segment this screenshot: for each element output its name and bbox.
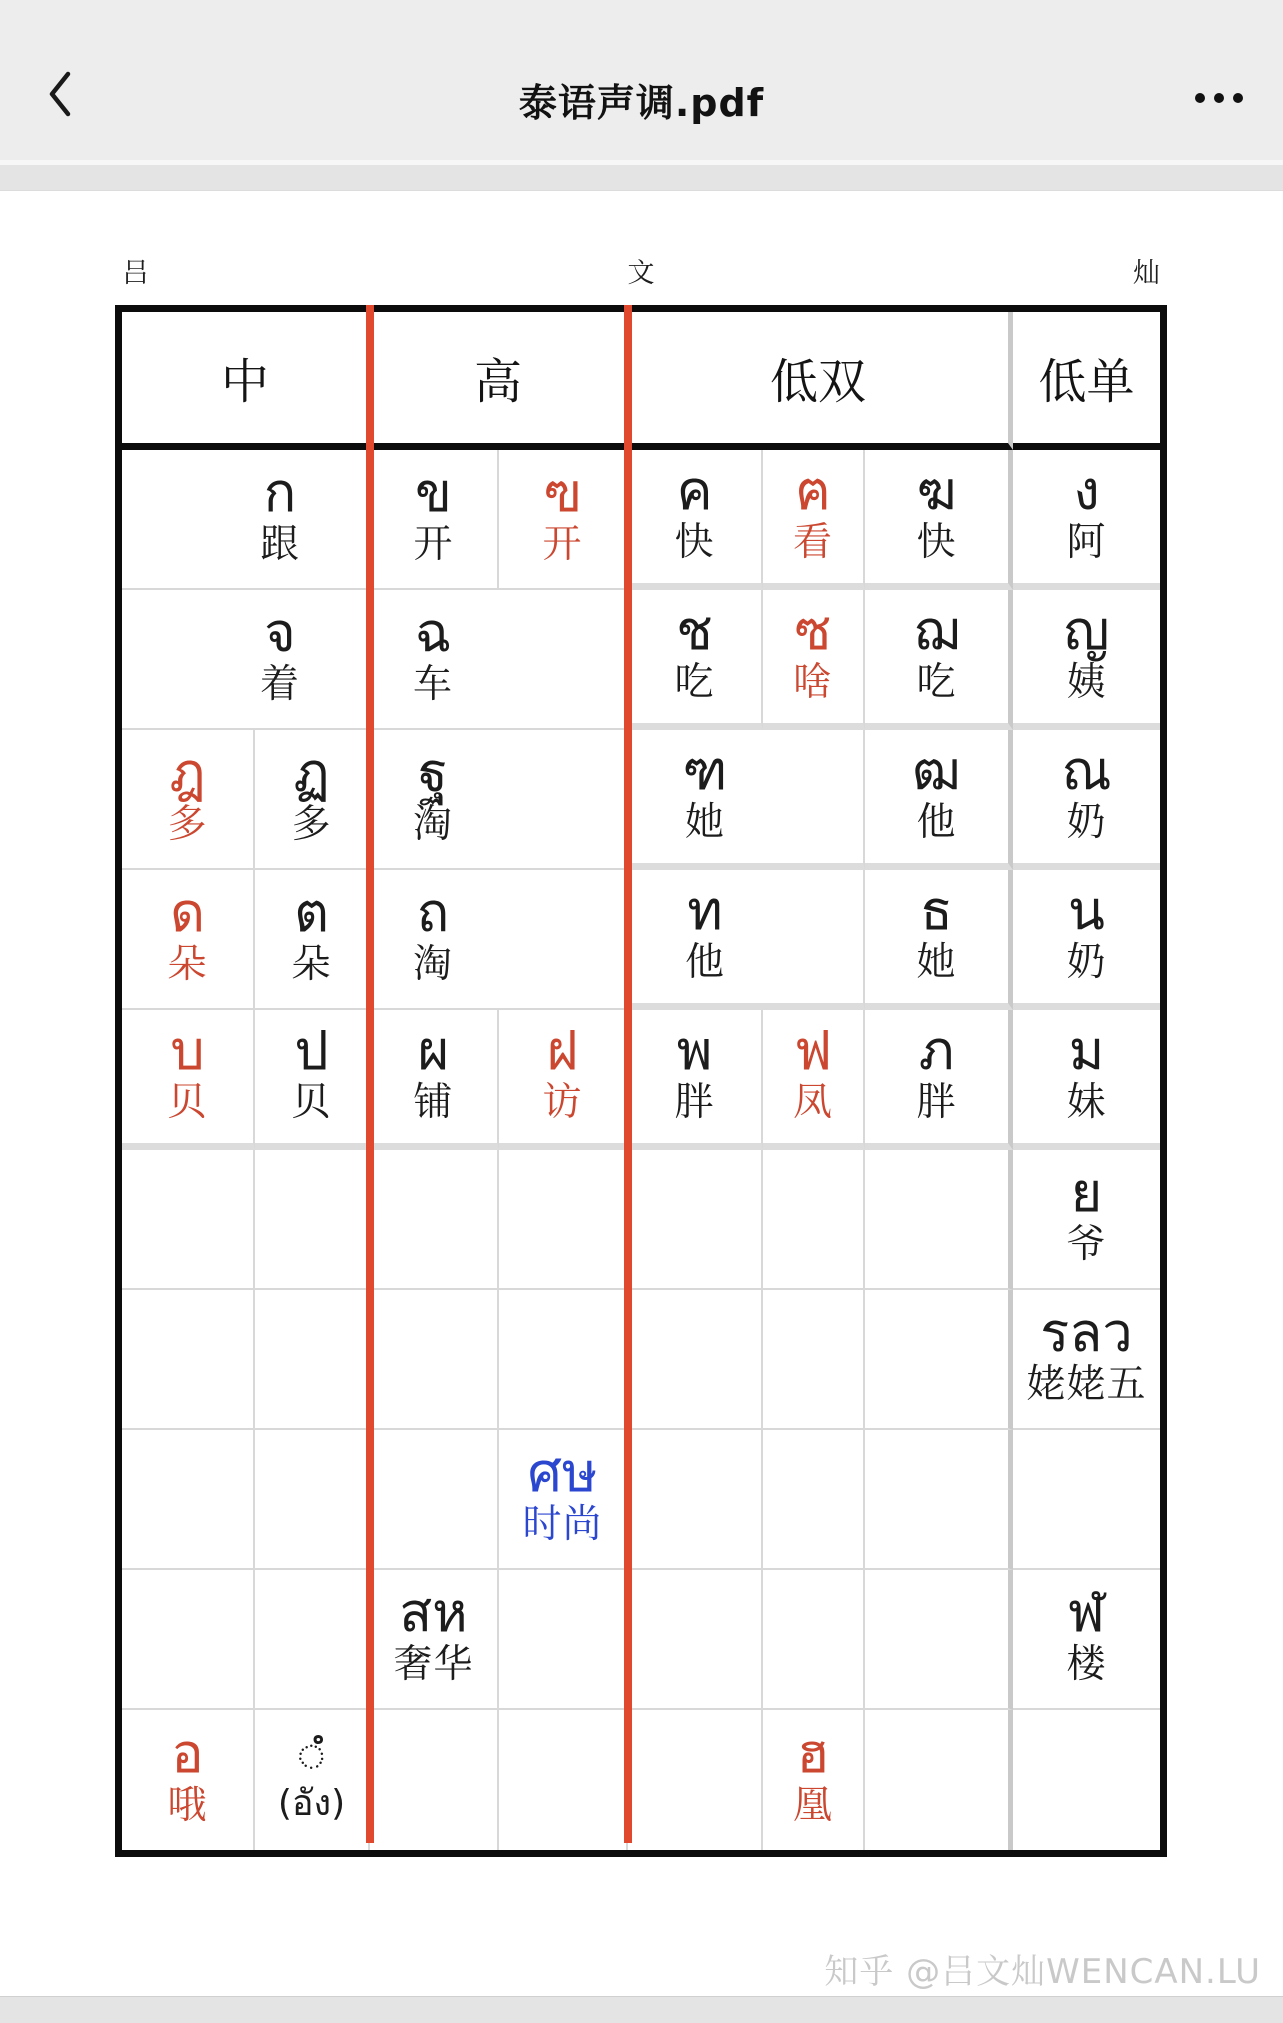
table-cell xyxy=(255,730,370,870)
table-cell xyxy=(1013,1010,1160,1150)
thai-letter: ข xyxy=(415,461,452,524)
chinese-word: 开 xyxy=(542,522,583,567)
chinese-word: 啥 xyxy=(792,659,833,705)
table-cell-empty xyxy=(255,1430,370,1570)
table-header-cell: 高 xyxy=(370,312,628,450)
app-bar xyxy=(0,0,1283,160)
table-cell xyxy=(122,1010,255,1150)
table-cell xyxy=(255,1710,370,1850)
chinese-word: 车 xyxy=(412,662,453,707)
table-cell xyxy=(763,590,865,730)
table-cell xyxy=(370,730,628,870)
thai-letter: ฉ xyxy=(414,601,452,664)
table-cell-empty xyxy=(865,1150,1013,1290)
thai-letter: ฟ xyxy=(793,1018,833,1082)
table-cell xyxy=(628,590,763,730)
table-cell-empty xyxy=(628,1710,763,1850)
table-cell xyxy=(499,450,628,590)
chinese-word: (อัง) xyxy=(277,1783,346,1824)
chinese-word: 贝 xyxy=(291,1079,332,1125)
chinese-word: 姨 xyxy=(1066,659,1107,705)
table-cell xyxy=(628,870,865,1010)
table-cell xyxy=(370,590,628,730)
chinese-word: 淘 xyxy=(412,802,453,847)
ellipsis-icon xyxy=(1233,93,1243,103)
table-cell xyxy=(628,450,763,590)
table-cell-empty xyxy=(763,1290,865,1430)
table-cell-empty xyxy=(1013,1710,1160,1850)
table-cell xyxy=(865,870,1013,1010)
chinese-word: 哦 xyxy=(167,1783,208,1828)
table-cell xyxy=(1013,730,1160,870)
table-cell xyxy=(865,1010,1013,1150)
chinese-word: 爷 xyxy=(1066,1222,1107,1267)
table-cell xyxy=(122,870,255,1010)
chinese-word: 奢华 xyxy=(393,1642,474,1687)
chinese-word: 朵 xyxy=(167,942,208,987)
thai-letter: ม xyxy=(1068,1018,1105,1082)
thai-letter: ฒ xyxy=(912,738,961,802)
table-cell xyxy=(370,1010,499,1150)
thai-letter: บ xyxy=(170,1018,205,1082)
table-cell xyxy=(763,450,865,590)
chinese-word: 多 xyxy=(167,802,208,847)
chinese-word: 看 xyxy=(792,519,833,565)
table-cell-empty xyxy=(122,1570,255,1710)
thai-letter: ต xyxy=(293,881,330,944)
table-cell-empty xyxy=(370,1430,499,1570)
chinese-word: 阿 xyxy=(1066,519,1107,565)
table-cell-empty xyxy=(499,1150,628,1290)
thai-letter: รลว xyxy=(1040,1301,1133,1364)
chinese-word: 访 xyxy=(542,1079,583,1125)
thai-letter: ฏ xyxy=(293,741,330,804)
page-watermark-row xyxy=(122,258,1160,290)
table-cell xyxy=(865,730,1013,870)
thai-letter: พ xyxy=(676,1018,713,1082)
chinese-word: 跟 xyxy=(259,522,300,567)
thai-letter: ช xyxy=(676,598,713,662)
table-cell xyxy=(122,590,370,730)
table-cell-empty xyxy=(122,1150,255,1290)
thai-letter: ญ xyxy=(1063,598,1110,662)
table-cell xyxy=(1013,1290,1160,1430)
thai-letter: ฝ xyxy=(546,1018,579,1082)
thai-letter: ฆ xyxy=(916,458,957,522)
chinese-word: 开 xyxy=(413,522,454,567)
page-title: 泰语声调.pdf xyxy=(518,81,765,125)
table-cell-empty xyxy=(865,1290,1013,1430)
table-cell xyxy=(1013,450,1160,590)
table-cell xyxy=(499,1430,628,1570)
thai-letter: จ xyxy=(264,601,296,664)
thai-letter: ถ xyxy=(416,881,450,944)
table-cell xyxy=(122,450,370,590)
chinese-word: 胖 xyxy=(916,1079,957,1125)
chinese-word: 吃 xyxy=(916,659,957,705)
table-cell xyxy=(370,1570,499,1710)
table-cell-empty xyxy=(255,1290,370,1430)
thai-letter: ฬ xyxy=(1068,1581,1105,1644)
ellipsis-icon xyxy=(1214,93,1224,103)
thai-letter: ◌ํ xyxy=(298,1730,325,1779)
table-cell-empty xyxy=(865,1710,1013,1850)
appbar-divider-strip xyxy=(0,165,1283,191)
table-cell xyxy=(255,1010,370,1150)
table-cell-empty xyxy=(499,1710,628,1850)
thai-letter: ฎ xyxy=(169,741,206,804)
table-cell-empty xyxy=(628,1430,763,1570)
table-cell-empty xyxy=(499,1570,628,1710)
table-cell-empty xyxy=(499,1290,628,1430)
chinese-word: 着 xyxy=(259,662,300,707)
table-header-cell: 中 xyxy=(122,312,370,450)
watermark-left: 吕 xyxy=(122,258,149,289)
thai-letter: น xyxy=(1068,878,1105,942)
thai-letter: ท xyxy=(687,878,723,942)
watermark-right: 灿 xyxy=(1133,258,1160,289)
chinese-word: 奶 xyxy=(1066,799,1107,845)
chinese-word: 她 xyxy=(684,799,725,845)
thai-letter: อ xyxy=(171,1722,204,1785)
chinese-word: 朵 xyxy=(291,942,332,987)
table-cell-empty xyxy=(865,1570,1013,1710)
table-cell xyxy=(1013,590,1160,730)
thai-letter: ป xyxy=(294,1018,329,1082)
table-cell xyxy=(370,450,499,590)
table-cell-empty xyxy=(370,1150,499,1290)
chinese-word: 快 xyxy=(674,519,715,565)
chinese-word: 凤 xyxy=(792,1079,833,1125)
table-header-cell: 低单 xyxy=(1013,312,1160,450)
chinese-word: 楼 xyxy=(1066,1642,1107,1687)
tone-table xyxy=(115,305,1167,1857)
zhihu-watermark: 知乎 @吕文灿WENCAN.LU xyxy=(824,1952,1261,1992)
table-cell-empty xyxy=(763,1570,865,1710)
thai-letter: ฃ xyxy=(543,461,582,524)
table-cell xyxy=(370,870,628,1010)
chinese-word: 他 xyxy=(916,799,957,845)
chinese-word: 多 xyxy=(291,802,332,847)
thai-letter: ณ xyxy=(1061,738,1112,802)
thai-letter: สห xyxy=(399,1581,468,1644)
table-cell xyxy=(763,1010,865,1150)
red-divider-line-1 xyxy=(366,305,374,1843)
chinese-word: 妹 xyxy=(1066,1079,1107,1125)
thai-letter: ด xyxy=(169,881,206,944)
thai-letter: ซ xyxy=(794,598,832,662)
chinese-word: 快 xyxy=(916,519,957,565)
table-cell xyxy=(763,1710,865,1850)
table-cell-empty xyxy=(122,1290,255,1430)
table-cell-empty xyxy=(370,1290,499,1430)
table-cell-empty xyxy=(1013,1430,1160,1570)
table-cell-empty xyxy=(370,1710,499,1850)
chinese-word: 铺 xyxy=(413,1079,454,1125)
thai-letter: ย xyxy=(1070,1161,1103,1224)
thai-letter: ฮ xyxy=(796,1722,830,1785)
thai-letter: ฌ xyxy=(913,598,960,662)
table-cell xyxy=(628,1010,763,1150)
thai-letter: ฐ xyxy=(418,741,448,804)
thai-letter: ง xyxy=(1073,458,1100,522)
thai-letter: ธ xyxy=(920,878,953,942)
chinese-word: 胖 xyxy=(674,1079,715,1125)
table-cell-empty xyxy=(865,1430,1013,1570)
table-cell-empty xyxy=(628,1150,763,1290)
chinese-word: 她 xyxy=(916,939,957,985)
chinese-word: 吃 xyxy=(674,659,715,705)
table-cell-empty xyxy=(763,1150,865,1290)
table-cell-empty xyxy=(628,1290,763,1430)
chinese-word: 淘 xyxy=(412,942,453,987)
table-cell xyxy=(122,1710,255,1850)
thai-letter: ศษ xyxy=(527,1441,598,1504)
table-cell xyxy=(255,870,370,1010)
table-cell xyxy=(1013,1570,1160,1710)
table-cell-empty xyxy=(122,1430,255,1570)
ellipsis-icon xyxy=(1195,93,1205,103)
bottom-bar xyxy=(0,1996,1283,2023)
chinese-word: 时尚 xyxy=(522,1502,603,1547)
red-divider-line-2 xyxy=(624,305,632,1843)
table-cell xyxy=(499,1010,628,1150)
thai-letter: ฅ xyxy=(794,458,832,522)
chinese-word: 凰 xyxy=(792,1783,833,1828)
chinese-word: 奶 xyxy=(1066,939,1107,985)
table-cell xyxy=(1013,1150,1160,1290)
more-button[interactable] xyxy=(1189,78,1249,118)
table-cell-empty xyxy=(628,1570,763,1710)
thai-letter: ก xyxy=(263,461,297,524)
chinese-word: 姥姥五 xyxy=(1026,1362,1147,1407)
thai-letter: ฑ xyxy=(682,738,728,802)
thai-letter: ค xyxy=(676,458,713,522)
table-cell-empty xyxy=(255,1570,370,1710)
thai-letter: ผ xyxy=(417,1018,450,1082)
chinese-word: 他 xyxy=(684,939,725,985)
table-cell xyxy=(122,730,255,870)
chinese-word: 贝 xyxy=(167,1079,208,1125)
table-cell xyxy=(865,450,1013,590)
table-cell-empty xyxy=(255,1150,370,1290)
table-cell xyxy=(628,730,865,870)
watermark-center: 文 xyxy=(627,258,655,289)
table-cell xyxy=(865,590,1013,730)
table-cell xyxy=(1013,870,1160,1010)
table-header-cell: 低双 xyxy=(628,312,1013,450)
table-cell-empty xyxy=(763,1430,865,1570)
thai-letter: ภ xyxy=(918,1018,955,1082)
